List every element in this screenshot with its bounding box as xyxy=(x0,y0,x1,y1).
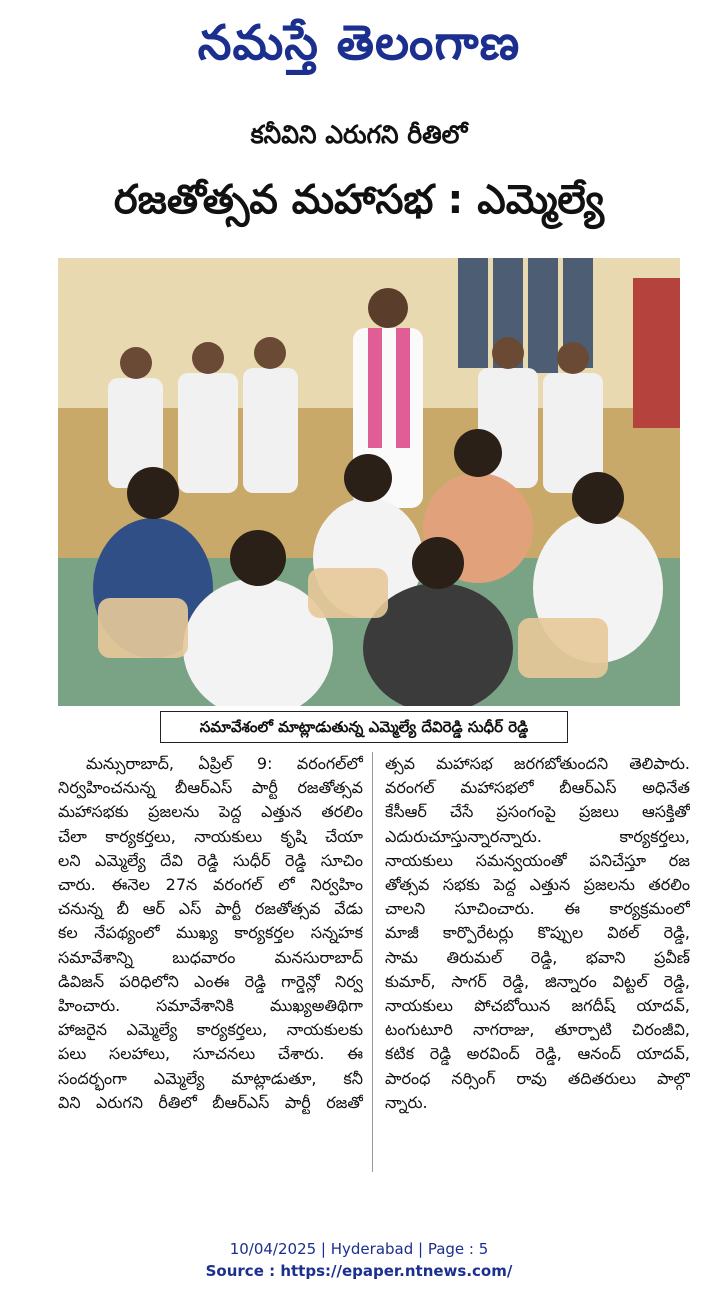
body-line: చారు. ఈనెల 27న వరంగల్ లో నిర్వహిం xyxy=(58,875,363,895)
photo-illustration xyxy=(58,258,680,706)
body-line: నాయకులు పోచబోయిన జగదీష్ యాదవ్, xyxy=(385,996,690,1016)
masthead-title: నమస్తే తెలంగాణ xyxy=(197,15,521,71)
masthead xyxy=(0,8,718,78)
body-line: విని ఎరుగని రీతిలో బీఆర్ఎస్ పార్టీ రజతో xyxy=(58,1092,363,1112)
body-line: కటిక రెడ్డి అరవింద్ రెడ్డి, ఆనంద్ యాదవ్, xyxy=(385,1044,690,1064)
page-footer xyxy=(0,1238,718,1282)
body-line: కల నేపథ్యంలో ముఖ్య కార్యకర్తల సన్నహక xyxy=(58,923,363,943)
body-line: డివిజన్ పరిధిలోని ఎంఈ రెడ్డి గార్డెన్లో నిర్వ xyxy=(58,971,363,991)
article-body-left-column xyxy=(58,752,363,1115)
body-line: చనున్న బీ ఆర్ ఎస్ పార్టీ రజతోత్సవ వేడు xyxy=(58,899,363,919)
body-line: చేలా కార్యకర్తలు, నాయకులు కృషి చేయా xyxy=(58,826,363,846)
body-line: త్సవ మహాసభ జరగబోతుందని తెలిపారు. xyxy=(385,754,690,773)
meeting-photo xyxy=(58,258,680,706)
body-line: తోత్సవ సభకు పెద్ద ఎత్తున ప్రజలను తరలిం xyxy=(385,875,690,895)
body-line: మన్సురాబాద్, ఏప్రిల్ 9: వరంగల్‌లో xyxy=(86,754,363,773)
body-line: వరంగల్ మహాసభలో బీఆర్ఎస్ అధినేత xyxy=(385,778,690,798)
photo-caption: సమావేశంలో మాట్లాడుతున్న ఎమ్మెల్యే దేవిరెడ్డి సుధీర్ రెడ్డి xyxy=(160,711,568,743)
column-divider xyxy=(372,752,373,1172)
article-headline: రజతోత్సవ మహాసభ : ఎమ్మెల్యే xyxy=(113,177,605,223)
body-line: నాయకులు సమన్వయంతో పనిచేస్తూ రజ xyxy=(385,850,690,870)
article-body-right-column xyxy=(385,752,690,1115)
body-line: సందర్భంగా ఎమ్మెల్యే మాట్లాడుతూ, కనీ xyxy=(58,1068,363,1088)
body-line: లని ఎమ్మెల్యే దేవి రెడ్డి సుధీర్ రెడ్డి సూచిం xyxy=(58,850,363,870)
body-line: కుమార్, సాగర్ రెడ్డి, జిన్నారం విట్టల్ రెడ్డి, xyxy=(385,971,690,991)
footer-date-edition-page: 10/04/2025 | Hyderabad | Page : 5 xyxy=(229,1240,489,1258)
body-line: మాజీ కార్పొరేటర్లు కొప్పుల విఠల్ రెడ్డి, xyxy=(385,923,690,943)
body-line: హాజరైన ఎమ్మెల్యే కార్యకర్తలు, నాయకులకు xyxy=(58,1020,363,1040)
body-line: నిర్వహించనున్న బీఆర్ఎస్ పార్టీ రజతోత్సవ xyxy=(58,778,363,798)
body-line: చాలని సూచించారు. ఈ కార్యక్రమంలో xyxy=(385,899,690,919)
body-line: కేసీఆర్ చేసే ప్రసంగంపై ప్రజలు ఆసక్తితో xyxy=(385,802,690,822)
body-line: హించారు. సమావేశానికి ముఖ్యఅతిథిగా xyxy=(58,996,363,1016)
body-line: టంగుటూరి నాగరాజు, తూర్పాటి చిరంజీవి, xyxy=(385,1020,690,1040)
body-line: సమావేశాన్ని బుధవారం మనసురాబాద్ xyxy=(58,947,363,967)
body-line: పలు సలహాలు, సూచనలు చేశారు. ఈ xyxy=(58,1044,363,1064)
body-line: పారంధ నర్సింగ్ రావు తదితరులు పాల్గొ xyxy=(385,1068,690,1088)
body-line: మహాసభకు ప్రజలను పెద్ద ఎత్తున తరలిం xyxy=(58,802,363,822)
body-line: ఎదురుచూస్తున్నారన్నారు. కార్యకర్తలు, xyxy=(385,826,690,846)
body-line: సామ తిరుమల్ రెడ్డి, భవాని ప్రవీణ్ xyxy=(385,947,690,967)
footer-source-link[interactable]: Source : https://epaper.ntnews.com/ xyxy=(205,1262,513,1280)
article-kicker: కనీవిని ఎరుగని రీతిలో xyxy=(250,120,468,149)
body-line: న్నారు. xyxy=(385,1092,428,1112)
